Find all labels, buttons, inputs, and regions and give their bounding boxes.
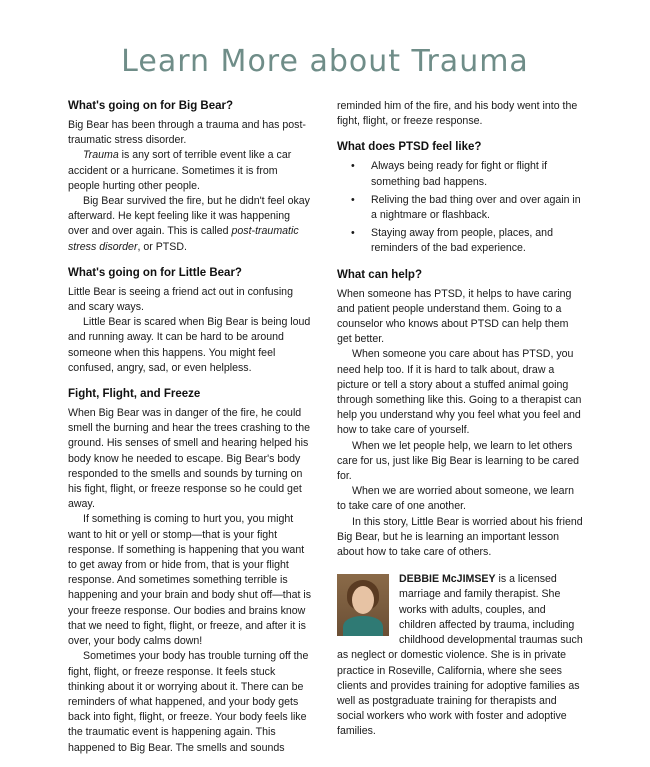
section-fight-flight-freeze	[68, 387, 312, 756]
paragraph-text: Big Bear survived the fire, but he didn't feel okay afterward. He kept feeling like it was happening over and over again. This is called	[68, 195, 310, 238]
section-heading: What does PTSD feel like?	[337, 141, 482, 154]
section-ptsd-feel	[337, 140, 585, 256]
paragraph: When we let people help, we learn to let others care for us, just like Big Bear is learning to be cared for.	[337, 439, 580, 483]
paragraph-text: , or PTSD.	[137, 240, 187, 253]
paragraph: When someone has PTSD, it helps to have caring and patient people understand them. Going to a counselor who knows about PTSD can help them get better.	[337, 287, 572, 346]
list-item: • Reliving the bad thing over and over again in a nightmare or flashback.	[371, 193, 585, 223]
bullet-list	[337, 159, 585, 256]
paragraph: Little Bear is seeing a friend act out in confusing and scary ways.	[68, 285, 293, 314]
author-name: DEBBIE McJIMSEY	[399, 573, 496, 586]
paragraph: If something is coming to hurt you, you might want to hit or yell or stomp—that is your fight response. If something is happening that you want to get away from or hide from, that is your flight response. And sometimes something terrible is happening and your brain and body shut off—that is your freeze response. Our bodies and brains know that we need to fight, flight, or freeze, and after it is over, your body calms down!	[68, 513, 312, 648]
list-item: • Staying away from people, places, and reminders of the bad experience.	[371, 226, 585, 256]
paragraph: When we are worried about someone, we learn to take care of one another.	[337, 485, 574, 513]
paragraph-text: is any sort of terrible event like a car accident or a hurricane. Sometimes it is from people hurting other people.	[68, 149, 292, 192]
section-little-bear	[68, 266, 312, 376]
emphasis-text: post-traumatic stress disorder	[68, 225, 299, 253]
section-continued	[337, 99, 585, 129]
section-heading: What's going on for Big Bear?	[68, 100, 234, 112]
photo-shirt	[343, 616, 383, 636]
section-what-can-help	[337, 268, 585, 561]
list-item: • Always being ready for fight or flight if something bad happens.	[371, 159, 585, 189]
page-title: Learn More about Trauma	[121, 44, 529, 79]
section-heading: What's going on for Little Bear?	[68, 266, 242, 279]
paragraph: When someone you care about has PTSD, you need help too. If it is hard to talk about, draw a picture or tell a story about a stuffed animal going through something like this. Going to a therapist can help you understand why you feel what you feel and how to take care of yourself.	[337, 348, 582, 437]
paragraph: Sometimes your body has trouble turning off the fight, flight, or freeze response. It feels stuck thinking about it or worrying about it. There can be reminders of what happened, and your body gets back into fight, flight, or freeze. Your body feels like the traumatic event is happening again. This happened to Big Bear. The smells and sounds	[68, 650, 309, 754]
photo-face	[352, 586, 374, 614]
author-text: is a licensed marriage and family therapist. She works with adults, couples, and children affected by trauma, including childhood developmental traumas such as neglect or domestic violence. She is in private practice in Roseville, California, where she sees clients and provides training for adoptive families as well as postgraduate training for therapists and social workers who work with foster and adoptive families.	[337, 573, 583, 738]
right-column	[337, 99, 585, 740]
section-big-bear	[68, 99, 312, 255]
author-bio	[337, 572, 585, 739]
paragraph: Big Bear has been through a trauma and has post-traumatic stress disorder.	[68, 119, 306, 147]
paragraph	[68, 148, 312, 194]
paragraph	[68, 194, 312, 255]
paragraph: Little Bear is scared when Big Bear is being loud and running away. It can be hard to be around someone when this happens. You might feel confused, angry, sad, or even helpless.	[68, 316, 311, 374]
paragraph: reminded him of the fire, and his body went into the fight, flight, or freeze response.	[337, 100, 578, 128]
section-heading: Fight, Flight, and Freeze	[68, 388, 201, 401]
left-column	[68, 99, 312, 767]
paragraph: In this story, Little Bear is worried about his friend Big Bear, but he is learning an important lesson about how to take care of others.	[337, 515, 583, 559]
section-heading: What can help?	[337, 268, 422, 281]
paragraph: When Big Bear was in danger of the fire, he could smell the burning and hear the trees crashing to the ground. His senses of smell and hearing helped his body know he needed to escape. Big Bear's body responded to the smells and sounds by turning on his fight, flight, or freeze response so he could get away.	[68, 407, 311, 511]
author-photo	[337, 574, 389, 636]
emphasis-text: Trauma	[83, 149, 119, 162]
